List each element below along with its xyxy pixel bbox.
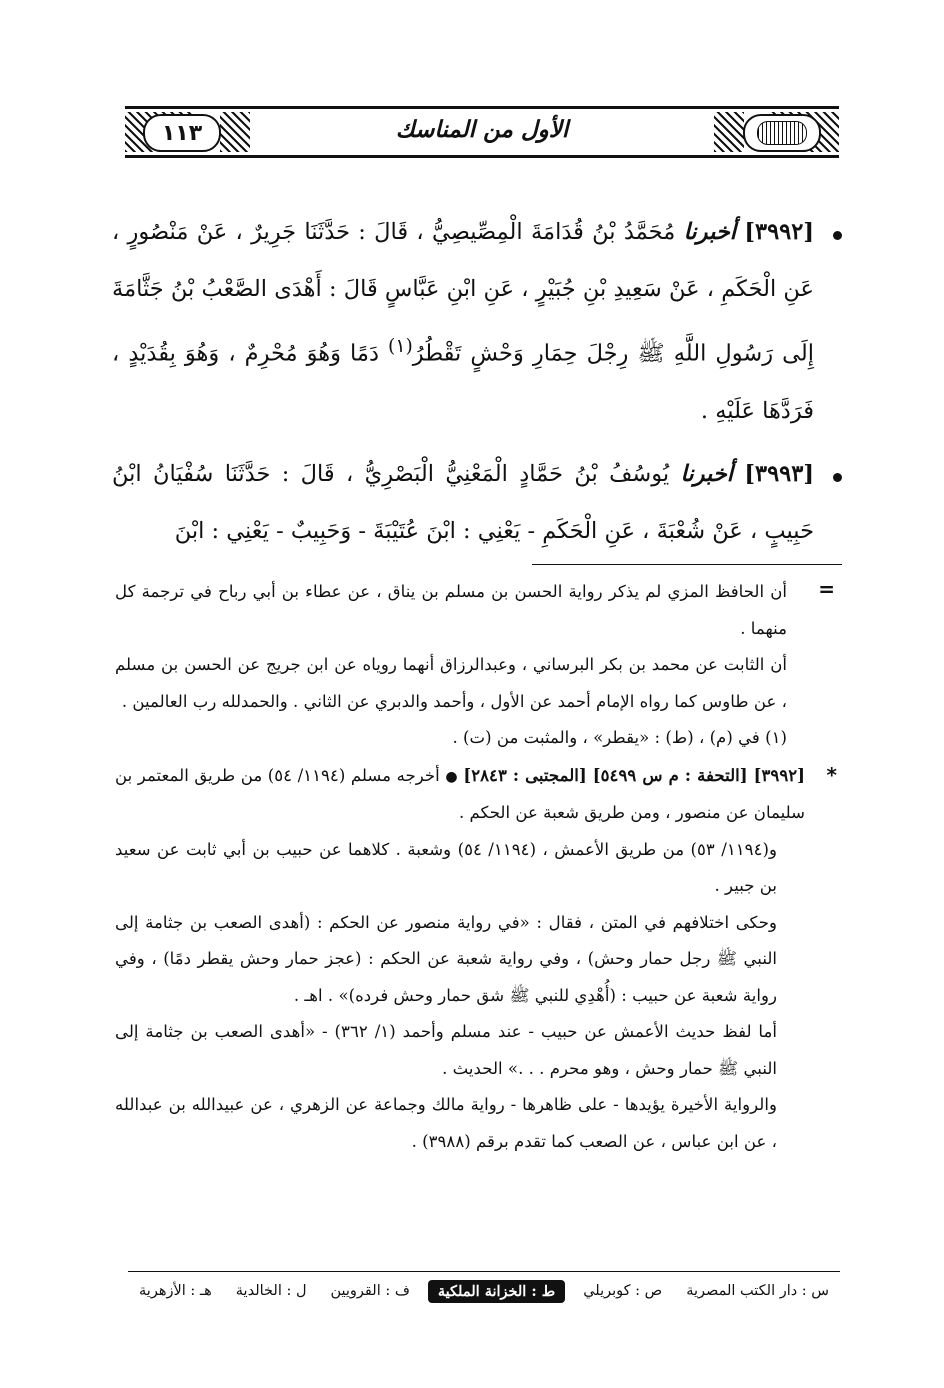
header-ornament-mid-left (220, 112, 250, 152)
footnote-paragraph: أن الثابت عن محمد بن بكر البرساني ، وعبدالرزاق أنهما روياه عن ابن جريج عن الحسن بن مسلم ، عن طاوس كما رواه الإمام أحمد عن الأول ، وأحمد والدبري عن الثاني . والحمدلله رب العالمين . (115, 655, 787, 711)
page-number: ١١٣ (161, 120, 203, 146)
bullet-icon (833, 231, 842, 240)
footnote-separator (532, 564, 842, 565)
hadith-text: مُحَمَّدُ بْنُ قُدَامَةَ الْمِصِّيصِيُّ ، قَالَ : حَدَّثَنَا جَرِيرٌ ، عَنْ مَنْصُورٍ ، عَنِ الْحَكَمِ ، عَنْ سَعِيدِ بْنِ جُبَيْرٍ ، عَنِ ابْنِ عَبَّاسٍ قَالَ : أَهْدَى الصَّعْبُ بْنُ جَثَّامَةَ إِلَى رَسُولِ اللَّهِ ﷺ رِجْلَ حِمَارِ وَحْشٍ تَقْطُرُ (112, 219, 814, 367)
logo-emblem-icon (757, 121, 807, 145)
main-text (112, 204, 842, 560)
continuation-text: أن الحافظ المزي لم يذكر رواية الحسن بن مسلم بن يناق ، عن عطاء بن أبي رباح في ترجمة كل منهما . (115, 582, 787, 638)
hadith-number: [٣٩٩٣] (744, 460, 815, 487)
takhrij-note (115, 757, 837, 832)
sigla-separator (128, 1271, 840, 1272)
takhrij-paragraph: أما لفظ حديث الأعمش عن حبيب - عند مسلم وأحمد (١/ ٣٦٢) - «أهدى الصعب بن جثامة إلى النبي ﷺ حمار وحش ، وهو محرم . . .» الحديث . (115, 1022, 777, 1078)
header-ornament-mid-right (714, 112, 744, 152)
takhrij-paragraph: وحكى اختلافهم في المتن ، فقال : «في رواية منصور عن الحكم : (أهدى الصعب بن جثامة إلى النبي ﷺ رجل حمار وحش) ، وفي رواية شعبة عن الحكم : (عجز حمار وحش يقطر دمًا) ، وفي رواية شعبة عن حبيب : (أُهْدِي للنبي ﷺ شق حمار وحش فرده)» . اهـ . (115, 912, 777, 1005)
siglum: س : دار الكتب المصرية (686, 1283, 829, 1299)
bullet-icon: ● (445, 768, 458, 785)
asterisk-icon: * (826, 762, 837, 787)
hadith-text: يُوسُفُ بْنُ حَمَّادٍ الْمَعْنِيُّ الْبَصْرِيُّ ، قَالَ : حَدَّثَنَا سُفْيَانُ ابْنُ حَبِيبٍ ، عَنْ شُعْبَةَ ، عَنِ الْحَكَمِ - يَعْنِي : ابْنَ عُتَيْبَةَ - وَحَبِيبٌ - يَعْنِي : ابْنَ (112, 460, 814, 544)
continuation-mark: = (818, 577, 835, 601)
siglum: ل : الخالدية (235, 1283, 307, 1299)
hadith-opener: أخبرنا (683, 219, 737, 245)
hadith-text-end: دَمًا وَهُوَ مُحْرِمٌ ، وَهُوَ بِقُدَيْدٍ ، فَرَدَّهَا عَلَيْهِ . (112, 340, 814, 424)
siglum: ص : كوبريلي (583, 1283, 663, 1299)
footnote-continuation (115, 574, 837, 647)
hadith-number: [٣٩٩٢] (744, 219, 814, 245)
footnote-1: (١) في (م) ، (ط) : «يقطر» ، والمثبت من (ت) . (452, 728, 787, 747)
bullet-icon (833, 473, 842, 482)
manuscript-sigla-bar (135, 1274, 841, 1308)
publisher-logo (743, 114, 821, 152)
takhrij-paragraph: والرواية الأخيرة يؤيدها - على ظاهرها - رواية مالك وجماعة عن الزهري ، عن عبيدالله بن عبدالله ، عن ابن عباس ، عن الصعب كما تقدم برقم (٣٩٨٨) . (115, 1095, 777, 1151)
hadith-opener: أخبرنا (680, 460, 733, 487)
hadith-entry (112, 446, 842, 560)
takhrij-references: [٣٩٩٢] [التحفة : م س ٥٤٩٩] [المجتبى : ٢٨٤٣] (463, 764, 806, 785)
running-title: الأول من المناسك (395, 116, 569, 143)
page-number-cartouche (143, 114, 221, 152)
footnote-marker: (١) (388, 336, 413, 357)
siglum-highlighted: ط : الخزانة الملكية (428, 1280, 565, 1303)
page-header (125, 106, 839, 158)
siglum: ف : القرويين (330, 1283, 410, 1299)
siglum: هـ : الأزهرية (139, 1283, 212, 1299)
takhrij-text: أخرجه مسلم (١١٩٤/ ٥٤) من طريق المعتمر بن سليمان عن منصور ، ومن طريق شعبة عن الحكم . (115, 765, 805, 822)
hadith-entry (112, 204, 842, 440)
footnotes (115, 574, 837, 1160)
takhrij-paragraph: و(١١٩٤/ ٥٣) من طريق الأعمش ، (١١٩٤/ ٥٤) وشعبة . كلاهما عن حبيب بن أبي ثابت عن سعيد بن جبير . (115, 839, 777, 895)
